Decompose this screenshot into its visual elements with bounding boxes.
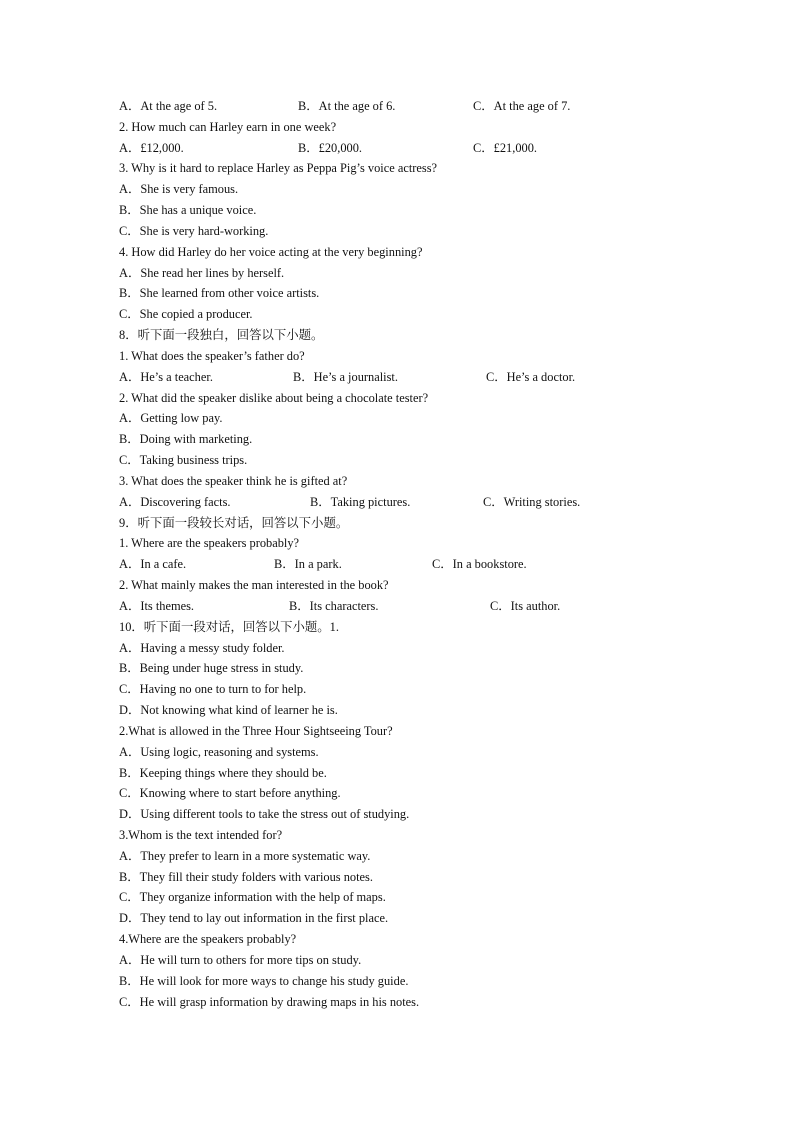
text-line [0, 638, 794, 659]
text-line [0, 242, 794, 263]
line-text: 2. What did the speaker dislike about being a chocolate tester? [119, 390, 429, 405]
option-c: C．£21,000. [473, 140, 538, 155]
line-text: 10．听下面一段对话，回答以下小题。1. [119, 619, 339, 634]
line-text: B．Doing with marketing. [119, 432, 253, 447]
option-c: C．At the age of 7. [473, 99, 571, 113]
option-a: A．He’s a teacher. [119, 369, 213, 384]
line-text: A．Getting low pay. [119, 411, 223, 426]
option-a: A．At the age of 5. [119, 99, 218, 113]
options-row [0, 596, 794, 617]
options-row [0, 367, 794, 388]
text-line [0, 283, 794, 304]
text-line [0, 887, 794, 908]
line-text: 2. How much can Harley earn in one week? [119, 119, 337, 134]
document-page [0, 96, 794, 1012]
option-a: A．£12,000. [119, 140, 184, 155]
text-line [0, 950, 794, 971]
text-line [0, 304, 794, 325]
options-row [0, 96, 794, 117]
line-text: 1. What does the speaker’s father do? [119, 348, 305, 363]
text-line [0, 408, 794, 429]
option-c: C．Its author. [490, 598, 561, 613]
option-b: B．£20,000. [298, 140, 363, 155]
option-b: B．Taking pictures. [310, 494, 411, 509]
line-text: 9．听下面一段较长对话，回答以下小题。 [119, 515, 349, 530]
line-text: 3. What does the speaker think he is gifted at? [119, 473, 348, 488]
line-text: B．Keeping things where they should be. [119, 765, 327, 780]
text-line [0, 533, 794, 554]
text-line [0, 617, 794, 638]
options-row [0, 138, 794, 159]
line-text: A．She read her lines by herself. [119, 265, 285, 280]
option-a: A．Discovering facts. [119, 494, 231, 509]
text-line [0, 429, 794, 450]
text-line [0, 158, 794, 179]
line-text: D．They tend to lay out information in the first place. [119, 911, 389, 926]
text-line [0, 179, 794, 200]
line-text: D．Using different tools to take the stress out of studying. [119, 807, 410, 822]
line-text: C．She is very hard-working. [119, 223, 269, 238]
text-line [0, 700, 794, 721]
text-line [0, 263, 794, 284]
line-text: A．Using logic, reasoning and systems. [119, 744, 319, 759]
line-text: 4. How did Harley do her voice acting at the very beginning? [119, 244, 423, 259]
line-text: 1. Where are the speakers probably? [119, 536, 300, 551]
line-text: 3.Whom is the text intended for? [119, 827, 283, 842]
text-line [0, 450, 794, 471]
line-text: C．Knowing where to start before anything. [119, 786, 341, 801]
option-b: B．Its characters. [289, 598, 379, 613]
line-text: B．She has a unique voice. [119, 203, 257, 218]
text-line [0, 679, 794, 700]
option-b: B．He’s a journalist. [293, 369, 398, 384]
line-text: C．She copied a producer. [119, 307, 253, 322]
option-b: B．At the age of 6. [298, 99, 396, 113]
text-line [0, 346, 794, 367]
text-line [0, 804, 794, 825]
line-text: B．They fill their study folders with various notes. [119, 869, 373, 884]
line-text: A．She is very famous. [119, 182, 239, 197]
text-line [0, 658, 794, 679]
text-line [0, 388, 794, 409]
text-line [0, 721, 794, 742]
text-line [0, 867, 794, 888]
line-text: A．They prefer to learn in a more systematic way. [119, 848, 371, 863]
text-line [0, 575, 794, 596]
line-text: 2.What is allowed in the Three Hour Sightseeing Tour? [119, 723, 393, 738]
text-line [0, 221, 794, 242]
line-text: 4.Where are the speakers probably? [119, 932, 297, 947]
text-line [0, 742, 794, 763]
text-line [0, 783, 794, 804]
option-c: C．He’s a doctor. [486, 369, 576, 384]
line-text: A．Having a messy study folder. [119, 640, 285, 655]
line-text: C．Taking business trips. [119, 453, 248, 468]
text-line [0, 513, 794, 534]
line-text: 2. What mainly makes the man interested in the book? [119, 578, 389, 593]
option-a: A．Its themes. [119, 598, 195, 613]
line-text: C．Having no one to turn to for help. [119, 682, 307, 697]
text-line [0, 992, 794, 1013]
line-text: A．He will turn to others for more tips on study. [119, 952, 362, 967]
text-line [0, 471, 794, 492]
line-text: C．He will grasp information by drawing maps in his notes. [119, 994, 420, 1009]
line-text: B．He will look for more ways to change his study guide. [119, 973, 409, 988]
option-a: A．In a cafe. [119, 557, 187, 572]
line-text: 3. Why is it hard to replace Harley as Peppa Pig’s voice actress? [119, 161, 438, 176]
text-line [0, 846, 794, 867]
line-text: 8．听下面一段独白，回答以下小题。 [119, 328, 324, 343]
options-row [0, 554, 794, 575]
text-line [0, 117, 794, 138]
option-b: B．In a park. [274, 557, 342, 572]
text-line [0, 908, 794, 929]
text-line [0, 929, 794, 950]
text-line [0, 325, 794, 346]
option-c: C．In a bookstore. [432, 557, 527, 572]
line-text: B．Being under huge stress in study. [119, 661, 304, 676]
text-line [0, 971, 794, 992]
line-text: B．She learned from other voice artists. [119, 286, 320, 301]
text-line [0, 825, 794, 846]
line-text: D．Not knowing what kind of learner he is. [119, 703, 338, 718]
options-row [0, 492, 794, 513]
line-text: C．They organize information with the help of maps. [119, 890, 386, 905]
text-line [0, 763, 794, 784]
text-line [0, 200, 794, 221]
option-c: C．Writing stories. [483, 494, 581, 509]
